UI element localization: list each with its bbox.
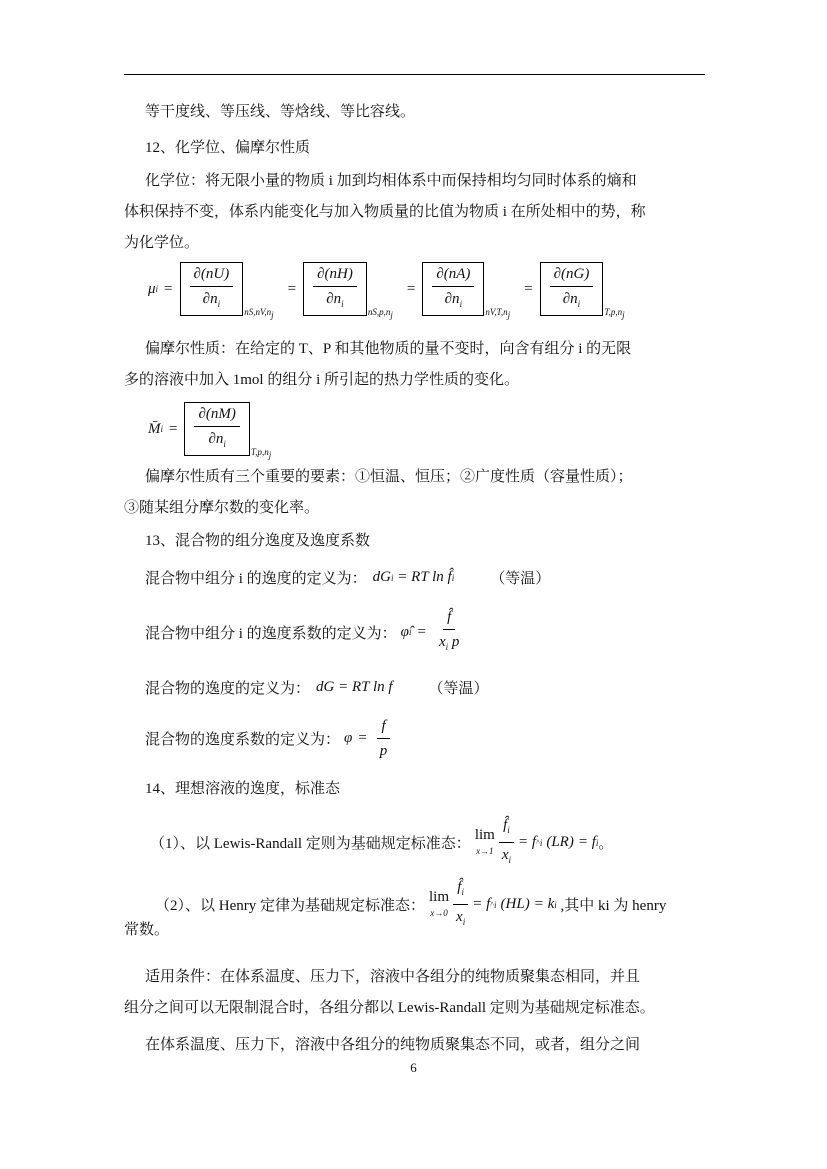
text-line: 偏摩尔性质：在给定的 T、P 和其他物质的量不变时，向含有组分 i 的无限 xyxy=(145,341,632,357)
label: （1）、以 Lewis-Randall 定则为基础规定标准态： xyxy=(150,836,471,852)
formula-part: = RT ln f̂ xyxy=(393,569,452,585)
bracket-subscript: $nS,nV,n_j$ xyxy=(244,307,274,320)
denominator: $\partial n_i$ xyxy=(562,291,581,309)
subscript: i xyxy=(508,855,512,865)
formula-part: = f xyxy=(472,896,491,912)
text-line: 常数。 xyxy=(124,922,170,938)
isothermal-note: （等温） xyxy=(490,571,551,587)
numerator: f xyxy=(377,716,389,739)
subscript: i xyxy=(577,299,581,309)
mixture-fugacity-coefficient-line xyxy=(145,716,394,761)
formula-part: dG xyxy=(372,569,392,585)
equals-sign: = xyxy=(524,280,533,297)
isothermal-note: （等温） xyxy=(428,681,489,697)
partial-molar-formula xyxy=(148,402,279,460)
formula-part: (HL) xyxy=(500,896,530,912)
numerator: $f̂_i$ xyxy=(453,877,468,905)
formula-part: = f xyxy=(518,834,537,850)
subscript: i xyxy=(507,825,510,835)
numerator: $f̂_i$ xyxy=(499,815,514,843)
label: 混合物的逸度系数的定义为： xyxy=(145,732,341,748)
label: （2）、以 Henry 定律为基础规定标准态： xyxy=(155,898,425,914)
equals-sign: = xyxy=(287,280,297,297)
subscript: i xyxy=(554,899,557,910)
limit-label: lim xyxy=(429,888,450,905)
formula-tail: ,其中 ki 为 henry xyxy=(556,898,667,914)
bracket-term xyxy=(302,262,401,320)
formula-lhs: μ xyxy=(148,280,156,297)
subscript: i xyxy=(459,299,463,309)
limit xyxy=(429,889,449,921)
superscript: ^ xyxy=(536,838,540,847)
subscript: i xyxy=(461,887,464,897)
subscript: i xyxy=(445,642,449,652)
equals-sign: = xyxy=(169,420,178,437)
denominator: $\partial n_i$ xyxy=(202,291,221,309)
fraction xyxy=(376,716,392,761)
bracket-subscript: $nS,p,n_j$ xyxy=(367,307,393,320)
lewis-randall-line xyxy=(150,815,613,870)
fraction xyxy=(550,264,594,314)
fraction xyxy=(432,264,474,314)
fraction xyxy=(435,607,463,657)
bracket-term xyxy=(179,262,282,320)
formula-sub: i xyxy=(391,572,394,583)
formula-sub: i xyxy=(451,572,455,583)
section-heading: 13、混合物的组分逸度及逸度系数 xyxy=(145,533,371,549)
fraction xyxy=(194,404,239,454)
henry-line xyxy=(155,877,666,932)
label: 混合物的逸度的定义为： xyxy=(145,681,311,697)
formula-lhs: φ xyxy=(344,730,353,746)
subscript: i xyxy=(217,299,221,309)
bracket-term xyxy=(183,402,279,460)
bracket xyxy=(184,402,249,456)
numerator: ∂(nM) xyxy=(194,404,239,427)
subscript: i xyxy=(539,837,543,848)
numerator: f̂ xyxy=(443,607,455,630)
formula-part: (LR) xyxy=(546,834,574,850)
text-line: 多的溶液中加入 1mol 的组分 i 所引起的热力学性质的变化。 xyxy=(124,372,520,388)
equals-sign: = xyxy=(406,280,416,297)
formula-part: dG = RT ln f xyxy=(316,679,393,695)
denominator: $x_i$ xyxy=(501,847,512,865)
equals-sign: = xyxy=(358,730,367,746)
bracket xyxy=(180,262,244,316)
fraction xyxy=(452,877,469,932)
limit-label: lim xyxy=(474,826,495,843)
equals-sign: = xyxy=(417,623,426,640)
text-line: 适用条件：在体系温度、压力下，溶液中各组分的纯物质聚集态相同，并且 xyxy=(145,969,641,985)
mixture-fugacity-line xyxy=(145,677,489,698)
subscript: j xyxy=(622,310,625,320)
section-heading: 14、理想溶液的逸度，标准态 xyxy=(145,781,341,797)
subscript: i xyxy=(462,917,466,927)
numerator: ∂(nA) xyxy=(432,264,474,287)
superscript: ^ xyxy=(490,900,495,909)
denominator: $\partial n_i$ xyxy=(208,431,226,449)
chemical-potential-formula xyxy=(148,262,633,320)
numerator: ∂(nH) xyxy=(313,264,357,287)
denominator: p xyxy=(379,743,388,759)
subscript: i xyxy=(341,299,344,309)
denominator: $\partial n_i$ xyxy=(444,291,463,309)
fraction xyxy=(313,264,357,314)
subscript: i xyxy=(223,439,226,449)
text-line: 体积保持不变，体系内能变化与加入物质量的比值为物质 i 在所处相中的势，称 xyxy=(124,204,646,220)
page-number: 6 xyxy=(410,1060,417,1075)
limit-subscript: x→0 xyxy=(430,907,448,918)
limit xyxy=(475,827,495,859)
subscript: i xyxy=(155,284,159,294)
subscript: j xyxy=(507,310,511,320)
formula-part: = f xyxy=(577,834,596,850)
text-line: 偏摩尔性质有三个重要的要素：①恒温、恒压；②广度性质（容量性质）； xyxy=(145,469,633,485)
fugacity-coefficient-line xyxy=(145,607,466,657)
bracket xyxy=(422,262,484,316)
bracket xyxy=(540,262,604,316)
bracket-subscript: $nV,T,n_j$ xyxy=(485,307,511,320)
text-line: 等干度线、等压线、等焓线、等比容线。 xyxy=(145,104,416,120)
label: 混合物中组分 i 的逸度的定义为： xyxy=(145,571,367,587)
header-rule xyxy=(124,74,705,75)
text-line: 为化学位。 xyxy=(124,235,200,251)
denominator: $\partial n_i$ xyxy=(326,291,344,309)
text-line: 在体系温度、压力下，溶液中各组分的纯物质聚集态不同，或者，组分之间 xyxy=(145,1037,641,1053)
bracket-subscript: $T,p,n_j$ xyxy=(604,307,625,320)
subscript: j xyxy=(390,310,393,320)
numerator: ∂(nU) xyxy=(190,264,234,287)
denominator: $x_i$ xyxy=(456,909,466,927)
subscript: i xyxy=(595,837,599,848)
bracket-subscript: $T,p,n_j$ xyxy=(250,447,272,460)
fraction xyxy=(190,264,234,314)
text-line: 组分之间可以无限制混合时，各组分都以 Lewis-Randall 定则为基础规定标准态。 xyxy=(124,1000,655,1016)
subscript: i xyxy=(408,627,412,637)
text-line: 化学位：将无限小量的物质 i 加到均相体系中而保持相均匀同时体系的熵和 xyxy=(145,173,637,189)
subscript: i xyxy=(160,424,164,434)
numerator: ∂(nG) xyxy=(550,264,594,287)
subscript: i xyxy=(494,899,497,910)
formula-tail: 。 xyxy=(598,836,614,852)
subscript: j xyxy=(271,310,274,320)
subscript: j xyxy=(268,450,272,460)
bracket-term xyxy=(539,262,633,320)
limit-subscript: x→1 xyxy=(476,845,494,856)
formula-part: = k xyxy=(533,896,555,912)
formula-lhs: M̄ xyxy=(148,420,161,437)
section-heading: 12、化学位、偏摩尔性质 xyxy=(145,140,311,156)
bracket-term xyxy=(421,262,518,320)
label: 混合物中组分 i 的逸度系数的定义为： xyxy=(145,625,397,642)
equals-sign: = xyxy=(164,280,173,297)
fugacity-definition-line xyxy=(145,567,550,588)
text-line: ③随某组分摩尔数的变化率。 xyxy=(124,500,320,516)
fraction xyxy=(498,815,515,870)
bracket xyxy=(303,262,367,316)
denominator: $x_i$ p xyxy=(438,634,460,652)
formula-lhs: φ̂ xyxy=(400,623,409,640)
